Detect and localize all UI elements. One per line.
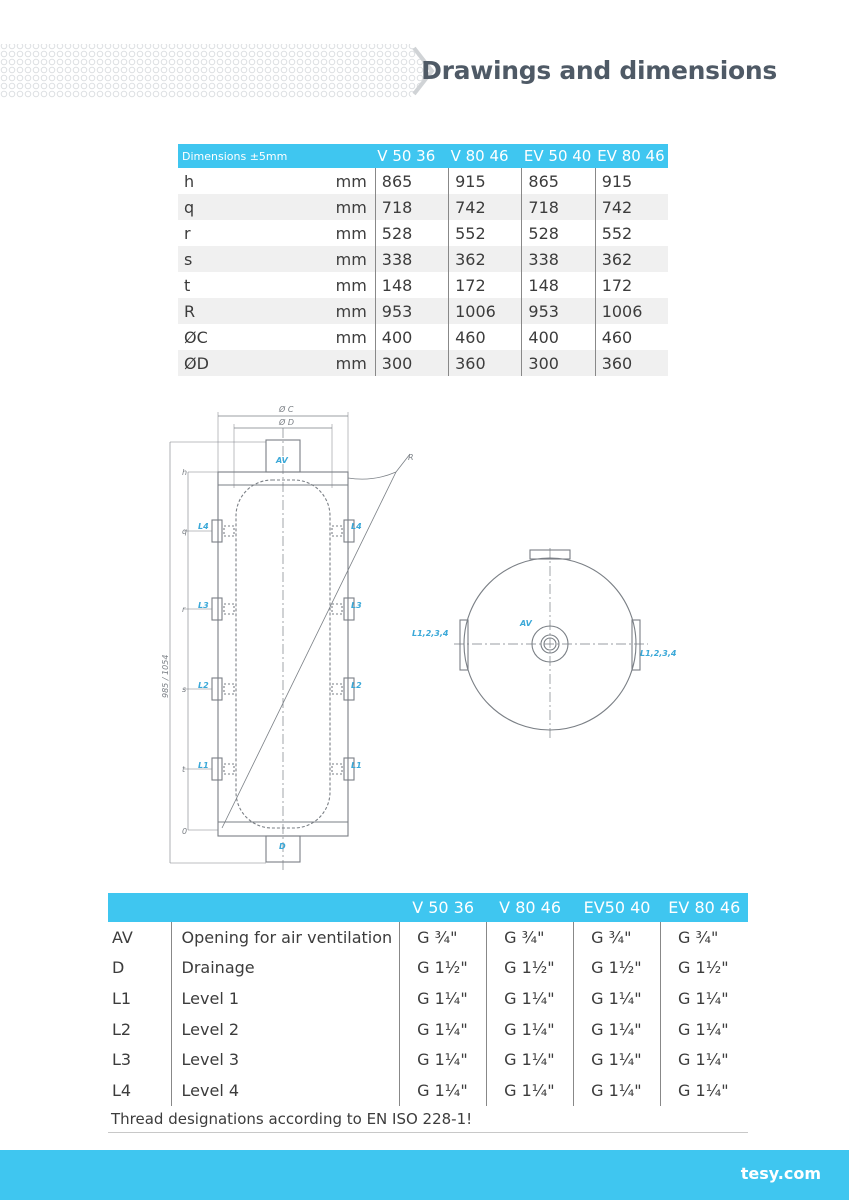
conn-thread: G 1¼" <box>400 1075 487 1106</box>
dim-value: 865 <box>375 168 448 194</box>
dimensions-title: Dimensions ±5mm <box>178 144 375 168</box>
dimensions-table <box>178 144 668 376</box>
height-dimension-label: 985 / 1054 <box>161 654 170 698</box>
top-view-label-av: AV <box>520 619 532 628</box>
dim-unit: mm <box>286 220 375 246</box>
dim-model-header: V 80 46 <box>449 144 522 168</box>
label-l1-left: L1 <box>198 761 209 770</box>
conn-thread: G 1¼" <box>400 1044 487 1075</box>
top-view-label-l-left: L1,2,3,4 <box>412 629 449 638</box>
conn-thread: G 1¼" <box>487 1014 574 1045</box>
conn-thread: G ¾" <box>487 922 574 953</box>
conn-thread: G 1¼" <box>487 1075 574 1106</box>
dim-value: 360 <box>595 350 668 376</box>
dim-value: 300 <box>522 350 595 376</box>
dim-value: 172 <box>601 275 633 295</box>
dim-value: 362 <box>449 246 522 272</box>
dim-unit: mm <box>286 272 375 298</box>
dim-unit: mm <box>286 246 375 272</box>
conn-thread: G 1¼" <box>678 1019 729 1039</box>
conn-thread: G 1¼" <box>400 983 487 1014</box>
conn-description: Level 4 <box>171 1075 400 1106</box>
conn-model-header: V 50 36 <box>400 893 487 922</box>
dim-value: 148 <box>375 272 448 298</box>
thread-standard-note: Thread designations according to EN ISO 228-1! <box>108 1106 748 1133</box>
dim-model-header: V 50 36 <box>375 144 448 168</box>
table-row <box>178 246 668 272</box>
label-d: D <box>279 842 286 851</box>
dim-value: 300 <box>375 350 448 376</box>
conn-code: D <box>108 953 171 984</box>
l3-left-fitting <box>212 598 222 620</box>
conn-code: L3 <box>108 1044 171 1075</box>
conn-thread: G 1½" <box>678 958 729 978</box>
dim-value: 400 <box>375 324 448 350</box>
top-view-label-l-right: L1,2,3,4 <box>640 649 677 658</box>
dim-value: 718 <box>522 194 595 220</box>
axis-h-label: h <box>182 468 188 477</box>
dim-value: 552 <box>449 220 522 246</box>
table-row <box>108 1075 748 1106</box>
label-av: AV <box>276 456 288 465</box>
dim-value: 718 <box>375 194 448 220</box>
label-l2-left: L2 <box>198 681 209 690</box>
dim-unit: mm <box>286 350 375 376</box>
conn-model-header: V 80 46 <box>487 893 574 922</box>
conn-thread: G 1¼" <box>574 1014 661 1045</box>
table-row <box>178 168 668 194</box>
conn-header-empty <box>171 893 400 922</box>
dim-value: 400 <box>522 324 595 350</box>
page-title: Drawings and dimensions <box>421 56 777 85</box>
conn-thread: G ¾" <box>574 922 661 953</box>
conn-description: Opening for air ventilation <box>171 922 400 953</box>
dim-value: 460 <box>449 324 522 350</box>
table-row <box>178 220 668 246</box>
conn-thread: G 1½" <box>400 953 487 984</box>
conn-thread: G 1¼" <box>678 1050 729 1070</box>
label-l3-left: L3 <box>198 601 209 610</box>
dim-value: 742 <box>449 194 522 220</box>
conn-thread: G 1¼" <box>400 1014 487 1045</box>
dim-param: ØC <box>184 327 208 347</box>
dim-od-label: Ø D <box>279 418 294 427</box>
dim-value: 460 <box>601 327 633 347</box>
conn-thread: G 1½" <box>487 953 574 984</box>
connections-table <box>108 893 748 1133</box>
table-row <box>178 194 668 220</box>
conn-code: L2 <box>108 1014 171 1045</box>
dim-unit: mm <box>286 298 375 324</box>
l2-left-fitting <box>212 678 222 700</box>
table-row <box>178 298 668 324</box>
conn-thread: G 1¼" <box>487 1044 574 1075</box>
technical-drawing <box>158 398 718 873</box>
table-row <box>108 983 748 1014</box>
dim-model-header: EV 80 46 <box>595 144 668 168</box>
conn-thread: G 1¼" <box>678 1080 729 1100</box>
connections-header-row <box>108 893 748 922</box>
footer-bar <box>0 1150 849 1200</box>
dim-unit: mm <box>286 324 375 350</box>
dim-value: 953 <box>522 298 595 324</box>
dim-value: 338 <box>522 246 595 272</box>
dim-oc-label: Ø C <box>279 405 294 414</box>
label-l2-right: L2 <box>351 681 362 690</box>
table-row <box>108 1014 748 1045</box>
table-row <box>178 350 668 376</box>
conn-description: Drainage <box>171 953 400 984</box>
conn-description: Level 3 <box>171 1044 400 1075</box>
dim-r-label: R <box>408 453 414 462</box>
dim-model-header: EV 50 40 <box>522 144 595 168</box>
footer-website-link[interactable]: tesy.com <box>740 1164 821 1183</box>
conn-thread: G 1¼" <box>574 1044 661 1075</box>
conn-description: Level 1 <box>171 983 400 1014</box>
dim-value: 1006 <box>595 298 668 324</box>
conn-header-empty <box>108 893 171 922</box>
dim-value: 528 <box>375 220 448 246</box>
conn-thread: G 1¼" <box>678 988 729 1008</box>
dim-value: 915 <box>601 171 633 191</box>
table-row <box>178 324 668 350</box>
dim-param: h <box>184 171 195 191</box>
connections-note-row <box>108 1106 748 1133</box>
dim-value: 552 <box>601 223 633 243</box>
dim-param: s <box>178 246 286 272</box>
dim-unit: mm <box>286 168 375 194</box>
conn-code: L4 <box>108 1075 171 1106</box>
label-l4-left: L4 <box>198 522 209 531</box>
conn-thread: G ¾" <box>678 927 719 947</box>
dim-value: 360 <box>449 350 522 376</box>
dim-value: 362 <box>595 246 668 272</box>
dim-param: ØD <box>178 350 286 376</box>
dim-value: 148 <box>522 272 595 298</box>
l4-left-fitting <box>212 520 222 542</box>
dim-param: t <box>184 275 191 295</box>
conn-code: AV <box>108 922 171 953</box>
dim-param: q <box>178 194 286 220</box>
label-l4-right: L4 <box>351 522 362 531</box>
axis-s-label: s <box>182 685 187 694</box>
conn-description: Level 2 <box>171 1014 400 1045</box>
table-row <box>178 272 668 298</box>
dim-value: 915 <box>449 168 522 194</box>
header-pattern <box>0 42 440 100</box>
conn-model-header: EV 80 46 <box>661 893 748 922</box>
conn-thread: G 1¼" <box>574 983 661 1014</box>
axis-r-label: r <box>182 605 186 614</box>
dim-value: 865 <box>522 168 595 194</box>
conn-model-header: EV50 40 <box>574 893 661 922</box>
table-row <box>108 953 748 984</box>
axis-q-label: q <box>182 527 188 536</box>
dim-value: 172 <box>449 272 522 298</box>
dimensions-header-row <box>178 144 668 168</box>
dim-unit: mm <box>286 194 375 220</box>
conn-thread: G 1¼" <box>487 983 574 1014</box>
table-row <box>108 922 748 953</box>
label-l3-right: L3 <box>351 601 362 610</box>
dim-param: r <box>184 223 191 243</box>
conn-thread: G 1¼" <box>574 1075 661 1106</box>
dim-value: 742 <box>595 194 668 220</box>
table-row <box>108 1044 748 1075</box>
conn-thread: G ¾" <box>400 922 487 953</box>
dim-value: 1006 <box>449 298 522 324</box>
axis-0-label: 0 <box>182 827 188 836</box>
dim-value: 953 <box>375 298 448 324</box>
dim-param: R <box>178 298 286 324</box>
conn-thread: G 1½" <box>574 953 661 984</box>
dim-value: 528 <box>522 220 595 246</box>
axis-t-label: t <box>182 765 186 774</box>
label-l1-right: L1 <box>351 761 362 770</box>
l1-left-fitting <box>212 758 222 780</box>
conn-code: L1 <box>108 983 171 1014</box>
dim-value: 338 <box>375 246 448 272</box>
